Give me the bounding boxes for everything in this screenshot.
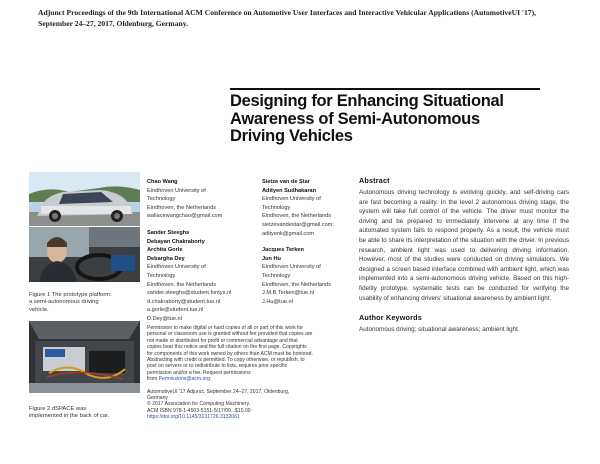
- keywords-body: Autonomous driving; situational awareness; ambient light.: [359, 326, 520, 334]
- author-name: Archita Gorle: [147, 247, 183, 254]
- permission-line: Permission to make digital or hard copies of all or part of this work for: [147, 325, 303, 331]
- affiliation-line: Eindhoven University of: [147, 187, 206, 194]
- citation-line: © 2017 Association for Computing Machinery.: [147, 401, 251, 408]
- caption-line: Figure 2 dSPACE was: [29, 406, 87, 412]
- author-email: d.chakraborty@student.tue.nl: [147, 298, 221, 305]
- affiliation-line: Eindhoven, the Netherlands: [147, 281, 217, 288]
- proceedings-line-2: September 24–27, 2017, Oldenburg, Germany.: [38, 18, 189, 28]
- title-line: Awareness of Semi-Autonomous: [230, 109, 480, 128]
- affiliation-line: Eindhoven University of: [147, 264, 206, 271]
- permission-line: post on servers or to redistribute to lists, requires prior specific: [147, 363, 288, 370]
- author-name: Debayan Chakraborty: [147, 238, 205, 245]
- caption-line: implemented in the back of car.: [29, 413, 110, 420]
- author-name: Chao Wang: [147, 179, 178, 185]
- keywords-heading: Author Keywords: [359, 313, 422, 323]
- permission-line: for components of this work owned by others than ACM must be honored.: [147, 350, 313, 357]
- authors-right-column: [262, 178, 357, 306]
- figure-1-car-photo: [29, 172, 140, 226]
- author-name: Adityen Sudhakaran: [262, 187, 317, 194]
- author-email: sander.steeghs@student.fontys.nl: [147, 290, 232, 297]
- abstract-body: Autonomous driving technology is evolving quickly, and self-driving cars are fast becoming a reality. In the level 2 autonomous driving stage, the system will take full control of the vehicle. The driver must monitor the driving and be prepared to immediately intervene at any time if the automated system fails to respond properly. As a result, the vehicle must be able to share its interpretation of the situation with the driver. In previous research, ambient light was used to delivering driving information. However, most of the studies were conducted on driving simulators. We designed a screen based interface combined with ambient light, which was implemented into a semi-autonomous driving vehicle. Based on this high-fidelity prototype, systematic tests can be conducted for verifying the usability of enhancing drivers' situational awareness by ambient light.: [359, 189, 569, 302]
- affiliation-line: Eindhoven, the Netherlands: [262, 281, 332, 288]
- doi-link[interactable]: https://doi.org/10.1145/3131726.3132061: [147, 414, 240, 421]
- proceedings-line-1: Adjunct Proceedings of the 9th International ACM Conference on Automotive User Interfaces and Interactive Vehicular Applications (AutomotiveUI '17),: [38, 8, 537, 17]
- author-name: Sander Steeghs: [147, 229, 190, 236]
- figure-1-driver-photo: [29, 227, 140, 282]
- affiliation-line: Eindhoven, the Netherlands: [147, 204, 217, 211]
- author-name: Jun Hu: [262, 255, 281, 262]
- author-name: Debargha Dey: [147, 255, 185, 262]
- affiliation-line: Technology: [147, 272, 176, 279]
- citation-line: AutomotiveUI '17 Adjunct, September 24–27, 2017, Oldenburg,: [147, 388, 290, 395]
- author-email: adityenk@gmail.com: [262, 230, 315, 237]
- affiliation-line: Technology: [262, 272, 291, 279]
- title-top-rule: [230, 88, 540, 90]
- proceedings-header: [38, 8, 568, 29]
- author-email: D.Dey@tue.nl: [147, 315, 182, 322]
- caption-line: Figure 1 The prototype platform:: [29, 292, 112, 298]
- abstract-section: [359, 176, 569, 335]
- caption-line: a semi-autonomous driving: [29, 299, 99, 306]
- citation-line: ACM ISBN 978-1-4503-5151-5/17/09...$15.00: [147, 407, 251, 414]
- citation-line: Germany: [147, 395, 168, 402]
- affiliation-line: Technology: [262, 204, 291, 211]
- permission-line: permission and/or a fee. Request permissions: [147, 369, 251, 376]
- author-name: Sietze van de Star: [262, 179, 310, 185]
- author-email: J.Hu@tue.nl: [262, 298, 293, 305]
- permission-block: [147, 325, 357, 421]
- paper-title: [230, 93, 530, 146]
- permission-line: copies bear this notice and the full citation on the first page. Copyrights: [147, 344, 307, 351]
- from-label: from: [147, 376, 158, 383]
- permission-line: Abstracting with credit is permitted. To copy otherwise, or republish, to: [147, 357, 305, 364]
- permissions-email-link[interactable]: Permissions@acm.org.: [158, 376, 212, 383]
- author-email: J.M.B.Terken@tue.nl: [262, 290, 315, 297]
- author-email: a.gorle@student.tue.nl: [147, 307, 204, 314]
- affiliation-line: Technology: [147, 196, 176, 203]
- author-email: sietzevandestar@gmail.com;: [262, 221, 334, 228]
- figure-1-caption: [29, 292, 141, 314]
- permission-line: not made or distributed for profit or commercial advantage and that: [147, 337, 298, 344]
- caption-line: vehicle.: [29, 306, 49, 313]
- figure-2-caption: [29, 406, 141, 421]
- affiliation-line: Eindhoven University of: [262, 196, 321, 203]
- abstract-heading: Abstract: [359, 176, 390, 185]
- authors-left-column: [147, 178, 262, 324]
- permission-line: personal or classroom use is granted without fee provided that copies are: [147, 331, 313, 338]
- affiliation-line: Eindhoven University of: [262, 264, 321, 271]
- author-name: Jacques Terken: [262, 247, 304, 254]
- affiliation-line: Eindhoven, the Netherlands: [262, 213, 332, 220]
- author-email: wallacewangchao@gmail.com: [147, 213, 223, 220]
- figure-2-dspace-photo: [29, 321, 140, 393]
- title-line: Driving Vehicles: [230, 127, 353, 145]
- title-line: Designing for Enhancing Situational: [230, 92, 504, 110]
